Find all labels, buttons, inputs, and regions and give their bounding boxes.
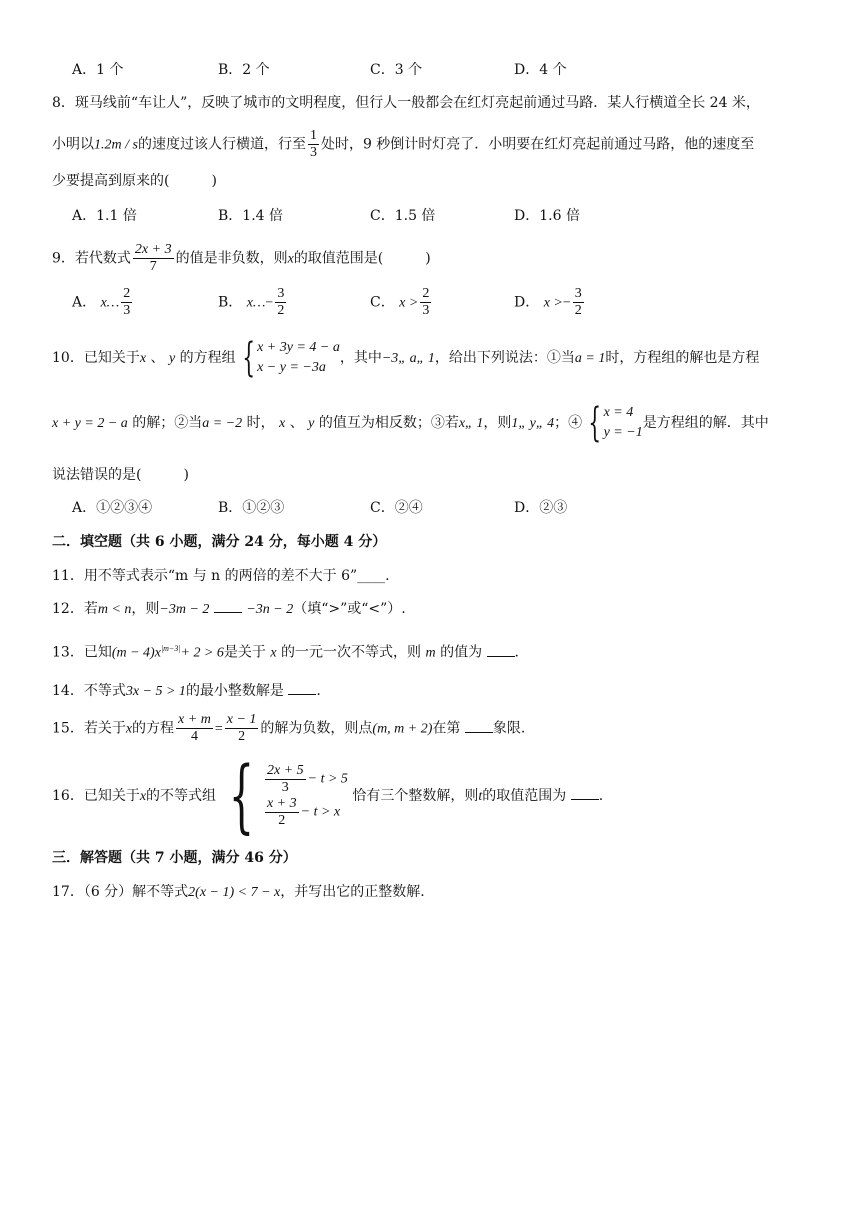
q10-var-y: y: [308, 416, 315, 431]
section-2-heading: 二．填空题（共 6 小题，满分 24 分，每小题 4 分）: [52, 534, 387, 550]
q8-line3: 少要提高到原来的( ): [52, 173, 217, 189]
q16-var: x: [139, 789, 147, 804]
q14-text: .: [316, 683, 321, 699]
denominator: 2: [574, 303, 582, 318]
numerator: 3: [574, 286, 582, 301]
q10-text: ，则: [483, 415, 512, 431]
denominator: 4: [190, 729, 198, 744]
numerator: 2: [422, 286, 430, 301]
q7-option-d: D．4 个: [514, 62, 567, 78]
q9-var: x: [287, 251, 294, 267]
q10-text: 、: [150, 350, 165, 366]
inequality-rest: − t > x: [300, 804, 341, 820]
q15-text: 在第: [432, 720, 461, 737]
q10-text: ；④: [554, 415, 583, 431]
q7-option-a: A．1 个: [72, 62, 124, 78]
q10-line2: [52, 400, 769, 446]
solution-y: y = −1: [603, 425, 643, 440]
q16-var: t: [478, 789, 483, 804]
numerator: 2: [123, 286, 131, 301]
denominator: 3: [422, 303, 430, 318]
q10-cond: a = −2: [202, 416, 243, 431]
q8-option-b: B．1.4 倍: [218, 208, 284, 224]
q16: [52, 749, 604, 842]
q10-line3: 说法错误的是( ): [52, 467, 189, 483]
q8-text: 处时，9 秒倒计时灯亮了．小明要在红灯亮起前通过马路，他的速度至: [320, 136, 755, 153]
q16-system: [263, 763, 348, 829]
solution-x: x = 4: [603, 405, 634, 420]
numerator: 3: [277, 286, 285, 301]
option-lhs: x >: [399, 295, 419, 311]
numerator: x + m: [178, 712, 211, 727]
q10-text: ，其中: [339, 350, 382, 366]
q10-text: 10．已知关于: [52, 350, 140, 366]
q13-expr: (m − 4)x: [111, 645, 161, 661]
q13-text: 的一元一次不等式，则: [281, 644, 422, 661]
q14-text: 的最小整数解是: [185, 683, 284, 699]
q9-stem: [52, 242, 431, 275]
option-label: C．: [370, 294, 395, 311]
q15-text: 15．若关于: [52, 720, 126, 737]
q13-var: x: [270, 645, 277, 661]
q10-text: 是方程组的解．其中: [642, 415, 769, 431]
q15-point: (m, m + 2): [372, 721, 433, 737]
q13-expr: + 2 > 6: [180, 645, 224, 661]
q12-text: （填“>”或“<”）.: [293, 601, 406, 617]
q10-option-a: A．①②③④: [72, 500, 153, 516]
q13-text: 13．已知: [52, 644, 112, 661]
q10-option-d: D．②③: [514, 500, 568, 516]
inequality-2: [263, 796, 348, 829]
denominator: 3: [281, 780, 289, 795]
q13: [52, 639, 519, 664]
option-fraction: [420, 286, 431, 319]
q15-var: x: [125, 721, 133, 737]
q12-cond: m < n: [97, 602, 132, 617]
answer-blank: [288, 680, 316, 695]
q12-rhs: −3n − 2: [246, 602, 294, 617]
q10-text: 、: [289, 415, 304, 431]
q10-system: [257, 338, 340, 378]
q17-text: 17．（6 分）解不等式: [52, 884, 189, 900]
q15-fraction-right: [225, 712, 259, 745]
denominator: 2: [238, 729, 246, 744]
q12-lhs: −3m − 2: [159, 602, 210, 617]
answer-blank: [214, 598, 242, 613]
denominator: 2: [277, 303, 285, 318]
q16-text: .: [598, 788, 604, 804]
q12-text: 12．若: [52, 601, 98, 617]
q12: [52, 598, 406, 620]
q10-text: 时，: [246, 415, 275, 431]
q9-text: 的取值范围是( ): [293, 250, 431, 267]
fraction: [265, 796, 299, 829]
q10-text: ，给出下列说法：①当: [434, 350, 575, 366]
q8-option-a: A．1.1 倍: [72, 208, 137, 224]
denominator: 3: [309, 145, 317, 160]
option-label: D．: [514, 294, 540, 311]
q10-text: 的方程组: [179, 350, 236, 366]
denominator: 7: [149, 259, 157, 274]
q9-option-b: [218, 286, 288, 319]
q11: 11．用不等式表示“m 与 n 的两倍的差不大于 6”____.: [52, 568, 390, 584]
equation-2: x − y = −3a: [257, 360, 326, 375]
q10-text: 的解；②当: [132, 415, 203, 431]
q9-fraction: [133, 242, 174, 275]
option-lhs: x >: [543, 295, 563, 311]
q10-range: −3„ a„ 1: [381, 351, 435, 366]
numerator: x − 1: [226, 712, 257, 727]
inequality-rest: − t > 5: [307, 771, 348, 787]
answer-blank: [487, 642, 515, 657]
q8-text: 的速度过该人行横道，行至: [137, 136, 306, 153]
q10-var-x: x: [139, 351, 147, 366]
q10-cond: a = 1: [574, 351, 606, 366]
q8-text: 小明以: [52, 136, 94, 153]
q10-equation: x + y = 2 − a: [52, 416, 128, 431]
q10-line1: [52, 335, 760, 381]
left-brace: {: [588, 400, 602, 446]
option-label: A．: [72, 294, 97, 311]
option-fraction: [275, 286, 286, 319]
numerator: x + 3: [266, 796, 297, 811]
q7-option-c: C．3 个: [370, 62, 423, 78]
option-fraction: [121, 286, 132, 319]
q10-cond: x„ 1: [458, 416, 484, 431]
q13-text: 的值为: [440, 644, 483, 661]
q14-expr: 3x − 5 > 1: [125, 684, 186, 699]
option-lhs: x…: [246, 295, 266, 311]
q8-line2: [52, 128, 754, 161]
q10-var-y: y: [168, 351, 176, 366]
q10-var-x: x: [279, 416, 286, 431]
option-sign: −: [562, 295, 571, 311]
denominator: 3: [123, 303, 131, 318]
answer-blank: [465, 718, 493, 733]
q10-option-c: C．②④: [370, 500, 423, 516]
q10-cond: 1„ y„ 4: [511, 416, 555, 431]
q13-text: .: [514, 644, 519, 661]
q10-solution: [604, 403, 643, 443]
denominator: 2: [278, 813, 286, 828]
option-label: B．: [218, 294, 243, 311]
q15-text: 的解为负数，则点: [260, 720, 373, 737]
q8-option-d: D．1.6 倍: [514, 208, 580, 224]
option-lhs: x…: [100, 295, 120, 311]
q10-option-b: B．①②③: [218, 500, 285, 516]
q15-text: 象限.: [492, 720, 526, 737]
q8-line1: 8．斑马线前“车让人”，反映了城市的文明程度，但行人一般都会在红灯亮起前通过马路．某人行横道全长 24 米，: [52, 95, 760, 111]
q13-text: 是关于: [223, 644, 266, 661]
q13-var: m: [425, 645, 436, 661]
q14-text: 14．不等式: [52, 683, 126, 699]
q7-option-b: B．2 个: [218, 62, 270, 78]
q8-speed: 1.2m / s: [94, 137, 138, 153]
q17-text: ，并写出它的正整数解.: [280, 884, 425, 900]
numerator: 1: [309, 128, 317, 143]
q9-option-a: [72, 286, 134, 319]
q15: 15．若关于x的方程 $\frac{x + m}{4}$ = $\frac{x - 1}{2}$ 的解为负数，则点(m, m + 2)在第 象限.: [52, 712, 526, 744]
option-sign: −: [265, 295, 274, 311]
q10-text: 时，方程组的解也是方程: [605, 350, 760, 366]
inequality-1: [263, 763, 348, 796]
q16-text: 16．已知关于: [52, 788, 140, 804]
q16-text: 恰有三个整数解，则: [352, 788, 479, 804]
fraction: [265, 763, 306, 796]
q10-text: 的值互为相反数；③若: [318, 415, 459, 431]
answer-blank: [571, 785, 599, 800]
q9-text: 的值是非负数，则: [175, 250, 288, 267]
q17: [52, 882, 425, 903]
q9-text: 9．若代数式: [52, 250, 131, 267]
left-brace: {: [228, 749, 255, 842]
option-fraction: [573, 286, 584, 319]
q9-option-d: [514, 286, 586, 319]
q17-expr: 2(x − 1) < 7 − x: [188, 885, 281, 900]
section-3-heading: 三．解答题（共 7 小题，满分 46 分）: [52, 850, 297, 866]
equation-1: x + 3y = 4 − a: [257, 340, 340, 355]
left-brace: {: [241, 335, 255, 381]
q9-option-c: [370, 286, 433, 319]
numerator: 2x + 5: [266, 763, 304, 778]
q15-text: 的方程: [132, 720, 175, 737]
q16-text: 的取值范围为: [482, 788, 567, 804]
q16-text: 的不等式组: [146, 788, 217, 804]
numerator: 2x + 3: [134, 242, 172, 257]
q14: [52, 680, 321, 702]
q15-fraction-left: [176, 712, 213, 745]
q12-text: ，则: [131, 601, 160, 617]
q8-fraction: [308, 128, 319, 161]
q8-option-c: C．1.5 倍: [370, 208, 436, 224]
q13-exponent: |m−3|: [160, 644, 181, 653]
